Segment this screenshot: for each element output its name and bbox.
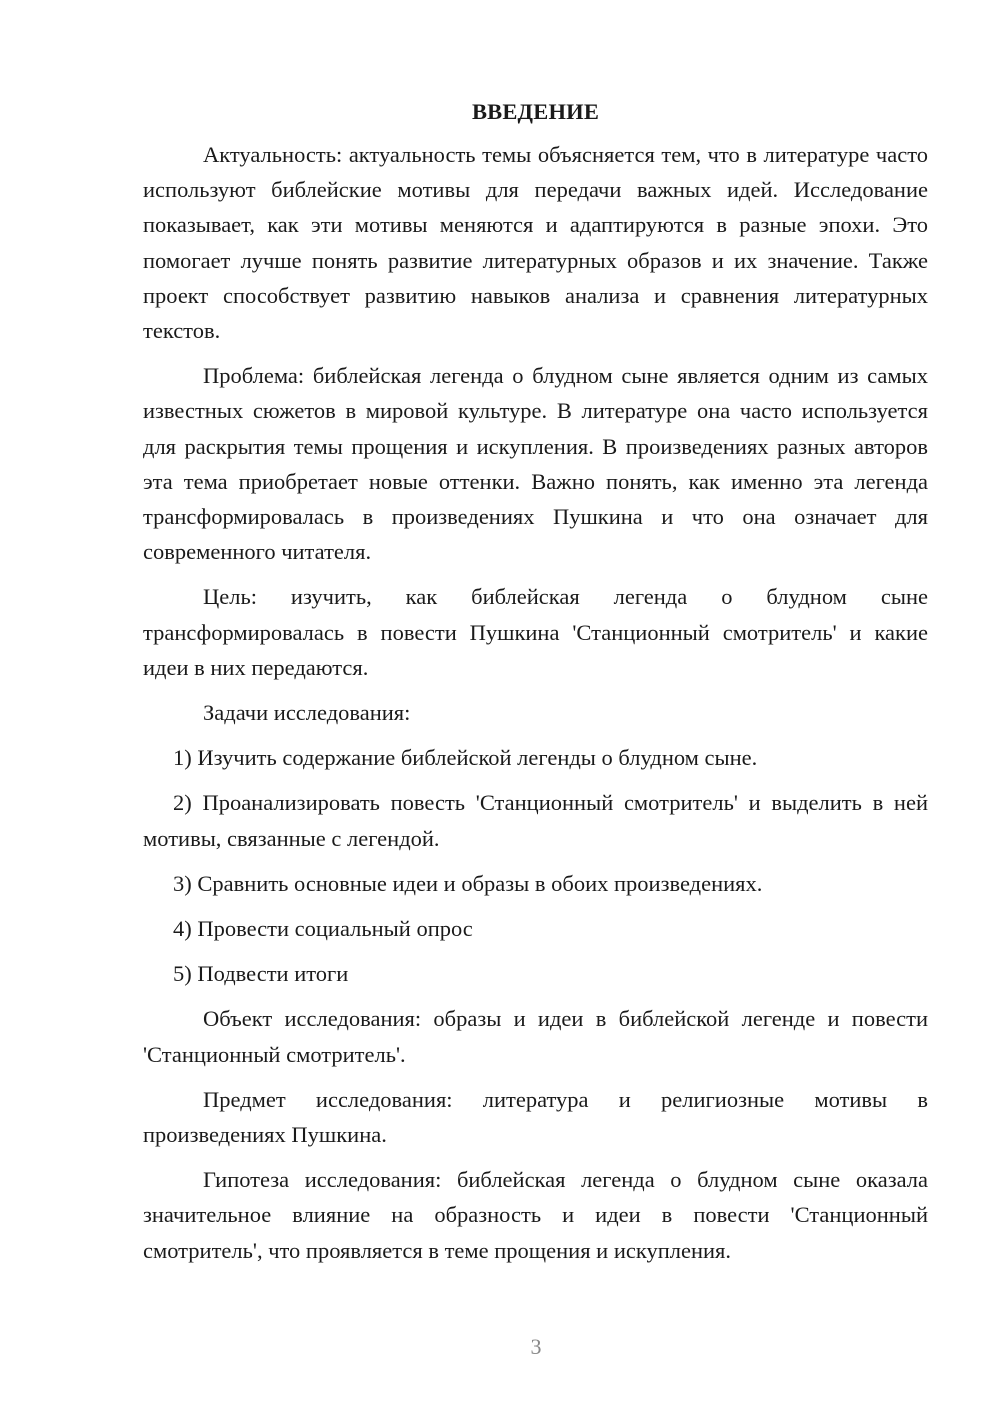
task-item: 4) Провести социальный опрос bbox=[173, 916, 473, 942]
paragraph-problem: Проблема: библейская легенда о блудном сыне является одним из самых известных сюжетов в мировой культуре. В литературе она часто используется для раскрытия темы прощения и искупления. В произведениях разных авторов эта тема приобретает новые оттенки. Важно понять, как именно эта легенда трансформировалась в произведениях Пушкина и что она означает для современного читателя. bbox=[143, 363, 928, 565]
paragraph-subject: Предмет исследования: литература и религиозные мотивы в произведениях Пушкина. bbox=[143, 1086, 928, 1148]
task-item: 5) Подвести итоги bbox=[173, 961, 349, 987]
task-item: 1) Изучить содержание библейской легенды о блудном сыне. bbox=[173, 745, 758, 771]
task-item: 2) Проанализировать повесть 'Станционный смотритель' и выделить в ней мотивы, связанные с легендой. bbox=[143, 790, 928, 851]
task-item: 3) Сравнить основные идеи и образы в обоих произведениях. bbox=[173, 870, 763, 896]
page-number: 3 bbox=[530, 1334, 542, 1359]
tasks-list bbox=[143, 740, 928, 991]
paragraph-hypothesis: Гипотеза исследования: библейская легенда о блудном сыне оказала значительное влияние на образность и идеи в повести 'Станционный смотритель', что проявляется в теме прощения и искупления. bbox=[143, 1167, 928, 1263]
paragraph-goal: Цель: изучить, как библейская легенда о блудном сыне трансформировалась в повести Пушкина 'Станционный смотритель' и какие идеи в них передаются. bbox=[143, 584, 928, 680]
paragraph-object: Объект исследования: образы и идеи в библейской легенде и повести 'Станционный смотритель'. bbox=[143, 1006, 928, 1067]
tasks-heading: Задачи исследования: bbox=[203, 700, 411, 726]
page-content bbox=[143, 94, 928, 1278]
paragraph-relevance: Актуальность: актуальность темы объясняется тем, что в литературе часто используют библейские мотивы для передачи важных идей. Исследование показывает, как эти мотивы меняются и адаптируются в разные эпохи. Это помогает лучше понять развитие литературных образов и их значение. Также проект способствует развитию навыков анализа и сравнения литературных текстов. bbox=[143, 142, 928, 344]
page-title: ВВЕДЕНИЕ bbox=[471, 99, 600, 124]
